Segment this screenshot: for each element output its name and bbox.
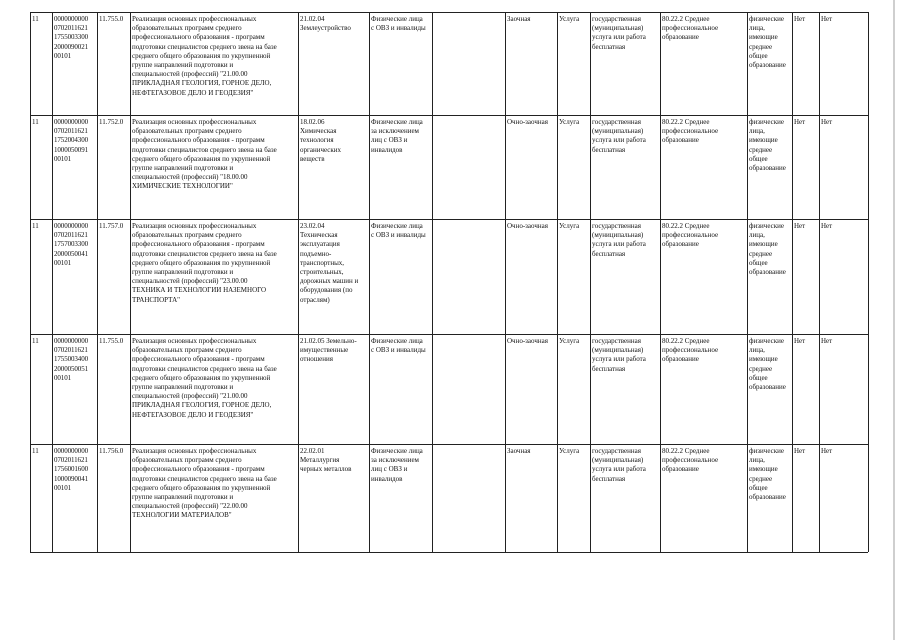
registry-code: 0000000000 0702011621 1757003300 2000050041 00101 — [54, 222, 89, 267]
flag-2: Нет — [821, 337, 833, 345]
service-description: Реализация основных профессиональных образовательных программ среднего профессионального образования - программ подготовки специалистов среднего звена на базе среднего общего образования по укрупненной группе направлений подготовки и специальностей (профессий) "21.00.00 ПРИКЛАДНАЯ ГЕОЛОГИЯ, ГОРНОЕ ДЕЛО, НЕФТЕГАЗОВОЕ ДЕЛО И ГЕОДЕЗИЯ" — [132, 337, 277, 419]
flag-2: Нет — [821, 15, 833, 23]
flag-1: Нет — [794, 222, 806, 230]
okved-code: 80.22.2 Среднее профессиональное образование — [662, 118, 719, 145]
education-form: Очно-заочная — [507, 118, 548, 126]
education-form: Очно-заочная — [507, 222, 548, 230]
registry-code: 0000000000 0702011621 1755003300 2000090021 00101 — [54, 15, 89, 60]
table-column-border — [298, 12, 299, 552]
table-column-border — [819, 12, 820, 552]
education-form: Заочная — [507, 15, 531, 23]
service-kind: государственная (муниципальная) услуга или работа бесплатная — [592, 15, 646, 51]
table-row-border — [30, 115, 868, 116]
row-number: 11 — [32, 222, 39, 230]
consumers: физические лица, имеющие среднее общее образование — [749, 15, 786, 70]
table-column-border — [792, 12, 793, 552]
service-kind: государственная (муниципальная) услуга или работа бесплатная — [592, 337, 646, 373]
service-id: 11.755.0 — [99, 337, 124, 345]
table-row-border — [30, 552, 868, 553]
registry-code: 0000000000 0702011621 1755003400 2000050051 00101 — [54, 337, 89, 382]
table-column-border — [52, 12, 53, 552]
table-column-border — [432, 12, 433, 552]
row-number: 11 — [32, 15, 39, 23]
registry-code: 0000000000 0702011621 1756001600 1000090041 00101 — [54, 447, 89, 492]
flag-1: Нет — [794, 15, 806, 23]
item-type: Услуга — [559, 15, 580, 23]
specialty: 23.02.04 Техническая эксплуатация подъемно- транспортных, строительных, дорожных машин и оборудования (по отраслям) — [300, 222, 359, 304]
item-type: Услуга — [559, 222, 580, 230]
table-row-border — [30, 444, 868, 445]
consumers: физические лица, имеющие среднее общее образование — [749, 118, 786, 173]
table-row-border — [30, 219, 868, 220]
item-type: Услуга — [559, 337, 580, 345]
table-column-border — [369, 12, 370, 552]
service-id: 11.756.0 — [99, 447, 124, 455]
consumer-category: Физические лица за исключением лиц с ОВЗ и инвалидов — [371, 447, 423, 483]
service-description: Реализация основных профессиональных образовательных программ среднего профессионального образования - программ подготовки специалистов среднего звена на базе среднего общего образования по укрупненной группе направлений подготовки и специальностей (профессий) "23.00.00 ТЕХНИКА И ТЕХНОЛОГИИ НАЗЕМНОГО ТРАНСПОРТА" — [132, 222, 277, 304]
service-description: Реализация основных профессиональных образовательных программ среднего профессионального образования - программ подготовки специалистов среднего звена на базе среднего общего образования по укрупненной группе направлений подготовки и специальностей (профессий) "21.00.00 ПРИКЛАДНАЯ ГЕОЛОГИЯ, ГОРНОЕ ДЕЛО, НЕФТЕГАЗОВОЕ ДЕЛО И ГЕОДЕЗИЯ" — [132, 15, 277, 97]
service-id: 11.752.0 — [99, 118, 124, 126]
consumer-category: Физические лица с ОВЗ и инвалиды — [371, 15, 426, 33]
service-description: Реализация основных профессиональных образовательных программ среднего профессионального образования - программ подготовки специалистов среднего звена на базе среднего общего образования по укрупненной группе направлений подготовки и специальностей (профессий) "18.00.00 ХИМИЧЕСКИЕ ТЕХНОЛОГИИ" — [132, 118, 277, 191]
table-column-border — [97, 12, 98, 552]
table-column-border — [660, 12, 661, 552]
registry-code: 0000000000 0702011621 1752004300 1000050091 00101 — [54, 118, 89, 163]
service-kind: государственная (муниципальная) услуга или работа бесплатная — [592, 447, 646, 483]
item-type: Услуга — [559, 118, 580, 126]
consumer-category: Физические лица за исключением лиц с ОВЗ и инвалидов — [371, 118, 423, 154]
table-column-border — [505, 12, 506, 552]
table-column-border — [747, 12, 748, 552]
service-kind: государственная (муниципальная) услуга или работа бесплатная — [592, 118, 646, 154]
consumers: физические лица, имеющие среднее общее образование — [749, 447, 786, 502]
table-column-border — [30, 12, 31, 552]
flag-2: Нет — [821, 447, 833, 455]
flag-2: Нет — [821, 118, 833, 126]
consumers: физические лица, имеющие среднее общее образование — [749, 222, 786, 277]
flag-1: Нет — [794, 118, 806, 126]
service-id: 11.757.0 — [99, 222, 124, 230]
education-form: Заочная — [507, 447, 531, 455]
specialty: 22.02.01 Металлургия черных металлов — [300, 447, 352, 474]
row-number: 11 — [32, 118, 39, 126]
education-form: Очно-заочная — [507, 337, 548, 345]
okved-code: 80.22.2 Среднее профессиональное образование — [662, 222, 719, 249]
table-row-border — [30, 12, 868, 13]
okved-code: 80.22.2 Среднее профессиональное образование — [662, 15, 719, 42]
service-id: 11.755.0 — [99, 15, 124, 23]
scan-edge — [893, 0, 895, 640]
flag-2: Нет — [821, 222, 833, 230]
service-description: Реализация основных профессиональных образовательных программ среднего профессионального образования - программ подготовки специалистов среднего звена на базе среднего общего образования по укрупненной группе направлений подготовки и специальностей (профессий) "22.00.00 ТЕХНОЛОГИИ МАТЕРИАЛОВ" — [132, 447, 277, 520]
specialty: 21.02.04 Землеустройство — [300, 15, 351, 33]
consumers: физические лица, имеющие среднее общее образование — [749, 337, 786, 392]
row-number: 11 — [32, 337, 39, 345]
specialty: 18.02.06 Химическая технология органических веществ — [300, 118, 342, 163]
okved-code: 80.22.2 Среднее профессиональное образование — [662, 337, 719, 364]
flag-1: Нет — [794, 337, 806, 345]
item-type: Услуга — [559, 447, 580, 455]
service-kind: государственная (муниципальная) услуга или работа бесплатная — [592, 222, 646, 258]
flag-1: Нет — [794, 447, 806, 455]
table-column-border — [557, 12, 558, 552]
okved-code: 80.22.2 Среднее профессиональное образование — [662, 447, 719, 474]
specialty: 21.02.05 Земельно- имущественные отношения — [300, 337, 357, 364]
consumer-category: Физические лица с ОВЗ и инвалиды — [371, 222, 426, 240]
table-column-border — [590, 12, 591, 552]
table-column-border — [868, 12, 869, 552]
consumer-category: Физические лица с ОВЗ и инвалиды — [371, 337, 426, 355]
table-column-border — [130, 12, 131, 552]
row-number: 11 — [32, 447, 39, 455]
table-row-border — [30, 334, 868, 335]
